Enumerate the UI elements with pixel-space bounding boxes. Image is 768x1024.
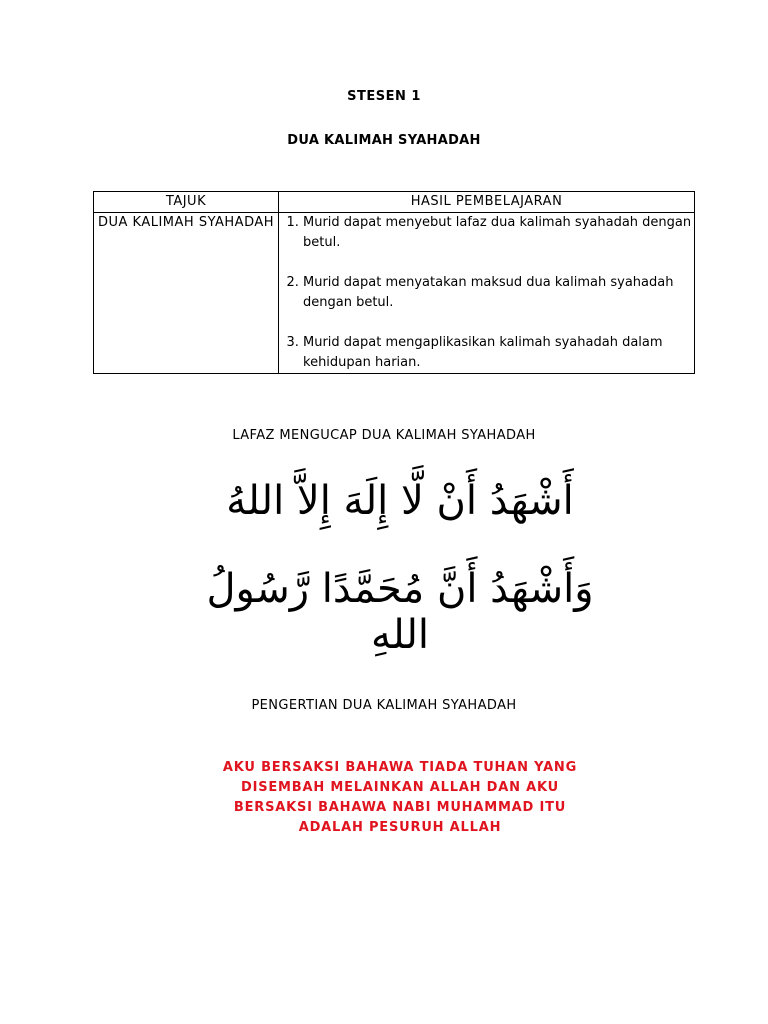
meaning-heading: PENGERTIAN DUA KALIMAH SYAHADAH: [251, 698, 517, 713]
page-subtitle: DUA KALIMAH SYAHADAH: [287, 133, 481, 148]
lafaz-heading: LAFAZ MENGUCAP DUA KALIMAH SYAHADAH: [232, 428, 536, 443]
outcome-item-3: 3. Murid dapat mengaplikasikan kalimah syahadah dalam kehidupan harian.: [303, 333, 694, 373]
arabic-shahada-line-1: أَشْهَدُ أَنْ لَّا إِلَهَ إِلاَّ اللهُ: [226, 478, 574, 524]
outcome-item-1: 1. Murid dapat menyebut lafaz dua kalimah syahadah dengan betul.: [303, 213, 694, 253]
outcome-item-2: 2. Murid dapat menyatakan maksud dua kalimah syahadah dengan betul.: [303, 273, 694, 313]
topic-cell: DUA KALIMAH SYAHADAH: [94, 213, 279, 374]
page-title: STESEN 1: [347, 89, 421, 104]
learning-outcomes-table: [93, 191, 695, 374]
outcomes-cell: [279, 213, 695, 374]
outcomes-list: [279, 213, 694, 373]
table-row: [94, 213, 695, 374]
arabic-shahada-line-2: وَأَشْهَدُ أَنَّ مُحَمَّدًا رَّسُولُ اللهِ: [206, 566, 594, 658]
table-header-topic: TAJUK: [94, 192, 279, 213]
meaning-text: AKU BERSAKSI BAHAWA TIADA TUHAN YANG DISEMBAH MELAINKAN ALLAH DAN AKU BERSAKSI BAHAWA NABI MUHAMMAD ITU ADALAH PESURUH ALLAH: [222, 760, 578, 835]
table-header-row: [94, 192, 695, 213]
table-header-outcomes: HASIL PEMBELAJARAN: [279, 192, 695, 213]
